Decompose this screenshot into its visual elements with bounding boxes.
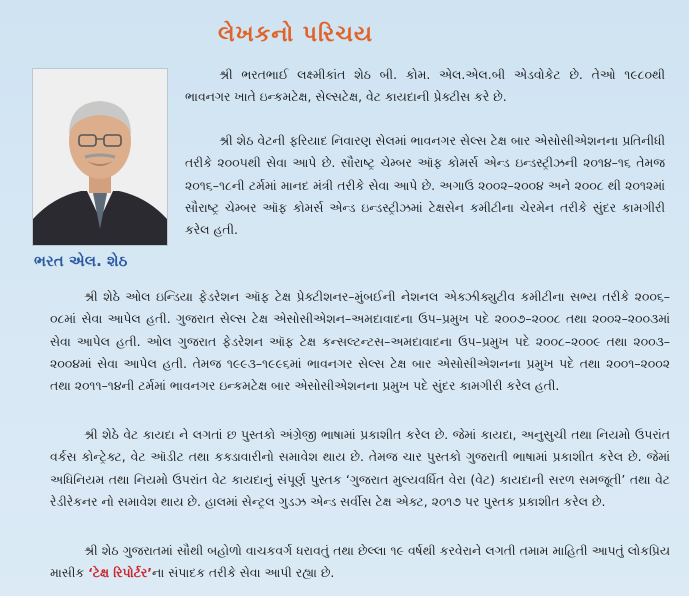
- paragraph-5: શ્રી શેઠ ગુજરાતમાં સૌથી બહોળો વાચકવર્ગ ધરાવતું તથા છેલ્લા ૧૯ વર્ષથી કરવેરાને લગતી તમામ માહિતી આપતું લોકપ્રિય માસીક ‘ટેક્ષ રિપોર્ટર’ના સંપાદક તરીકે સેવા આપી રહ્યા છે.: [50, 543, 670, 581]
- page-title: લેખકનો પરિચય: [218, 22, 374, 47]
- paragraph-4: શ્રી શેઠે વેટ કાયદા ને લગતાં છ પુસ્તકો અંગ્રેજી ભાષામાં પ્રકાશીત કરેલ છે. જેમાં કાયદા, અનુસુચી તથા નિયમો ઉપરાંત વર્કસ કોન્ટ્રેક્ટ, વેટ ઑડીટ તથા કક્ડાવારીનો સમાવેશ થાય છે. તેમજ ચાર પુસ્તકો ગુજરાતી ભાષામાં પ્રકાશીત કરેલ છે. જેમાં અધિનિયમ તથા નિયમો ઉપરાંત વેટ કાયદાનું સંપૂર્ણ પુસ્તક ‘ગુજરાત મુલ્યવર્ધિત વેરા (વેટ) કાયદાની સરળ સમજૂતી’ તથા વેટ રેડીરેકનર નો સમાવેશ થાય છે. હાલમાં સેન્ટ્રલ ગુડઝ એન્ડ સર્વીસ ટેક્ષ એક્ટ, ૨૦૧૭ પર પુસ્તક પ્રકાશીત કરેલ છે.: [50, 427, 670, 509]
- magazine-name: ‘ટેક્ષ રિપોર્ટર’: [88, 565, 152, 581]
- author-name-caption: ભરત એલ. શેઠ: [34, 252, 128, 270]
- paragraph-2: શ્રી શેઠ વેટની ફરિયાદ નિવારણ સેલમાં ભાવનગર સેલ્સ ટેક્ષ બાર એસોસીએશનના પ્રતિનીધી તરીકે ૨૦૦૫થી સેવા આપે છે. સૌરાષ્ટ્ર ચેમ્બર ઑફ કોમર્સ એન્ડ ઇન્ડસ્ટ્રીઝની ૨૦૧૪–૧૬ તેમજ ૨૦૧૬–૧૮ની ટર્મમાં માનદ મંત્રી તરીકે સેવા આપે છે. અગાઉ ૨૦૦૨–૨૦૦૪ અને ૨૦૦૮ થી ૨૦૧૨માં સૌરાષ્ટ્ર ચેમ્બર ઑફ કોમર્સ એન્ડ ઇન્ડસ્ટ્રીઝમાં ટેક્ષસેન કમીટીના ચેરમેન તરીકે સુંદર કામગીરી કરેલ હતી.: [185, 133, 665, 238]
- paragraph-3: શ્રી શેઠે ઓલ ઇન્ડિયા ફેડરેશન ઑફ ટેક્ષ પ્રેક્ટીશનર–મુંબઈની નેશનલ એક્ઝીક્યુટીવ કમીટીના સભ્ય તરીકે ૨૦૦૬–૦૮માં સેવા આપેલ હતી. ગુજરાત સેલ્સ ટેક્ષ એસોસીએશન–અમદાવાદના ઉપ–પ્રમુખ પદે ૨૦૦૭–૨૦૦૮ તથા ૨૦૦૨–૨૦૦૩માં સેવા આપેલ હતી. ઓલ ગુજરાત ફેડરેશન ઑફ ટેક્ષ કન્સલ્ટન્ટસ–અમદાવાદના ઉપ–પ્રમુખ પદે ૨૦૦૮–૨૦૦૯ તથા ૨૦૦૩–૨૦૦૪માં સેવા આપેલ હતી. તેમજ ૧૯૯૩–૧૯૯૬માં ભાવનગર સેલ્સ ટેક્ષ બાર એસોસીએશનના પ્રમુખ પદે તથા ૨૦૦૧–૨૦૦૨ તથા ૨૦૧૧–૧૪ની ટર્મમાં ભાવનગર ઇન્કમટેક્ષ બાર એસોસીએશનના પ્રમુખ પદે સુંદર કામગીરી કરેલ હતી.: [50, 289, 670, 394]
- author-photo: [32, 68, 168, 246]
- paragraph-1: શ્રી ભરતભાઈ લક્ષ્મીકાંત શેઠ બી. કોમ. એલ.એલ.બી એડવોકેટ છે. તેઓ ૧૯૮૦થી ભાવનગર ખાતે ઇન્કમટેક્ષ, સેલ્સટેક્ષ, વેટ કાયદાની પ્રેક્ટીસ કરે છે.: [185, 67, 665, 105]
